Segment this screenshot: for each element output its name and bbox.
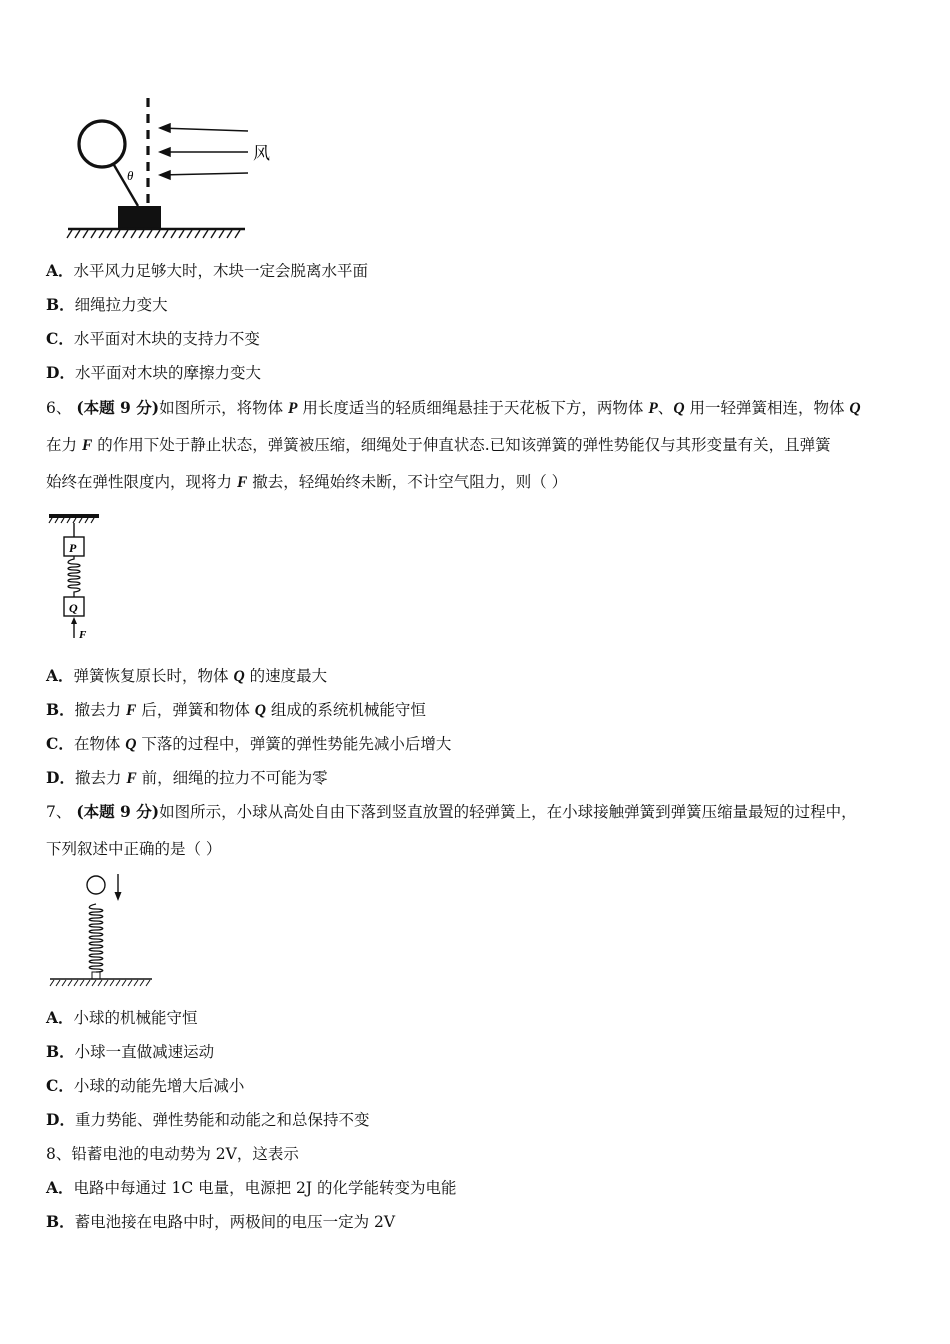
wind-label: 风	[253, 144, 270, 163]
q7-stem-line-2: 下列叙述中正确的是（ ）	[46, 840, 222, 858]
block-p-label: P	[69, 541, 77, 555]
q7-option-c: C．小球的动能先增大后减小	[46, 1076, 245, 1095]
q6-option-a: A．弹簧恢复原长时，物体 Q 的速度最大	[46, 666, 328, 685]
q7-option-d: D．重力势能、弹性势能和动能之和总保持不变	[46, 1110, 370, 1129]
q7-option-a: A．小球的机械能守恒	[46, 1008, 198, 1027]
q5-option-a: A．水平风力足够大时，木块一定会脱离水平面	[46, 261, 369, 280]
wind-balloon-figure	[60, 95, 270, 245]
q6-option-d: D．撤去力 F 前，细绳的拉力不可能为零	[46, 768, 328, 787]
q6-stem-line-3: 始终在弹性限度内，现将力 F 撤去，轻绳始终未断，不计空气阻力，则（ ）	[46, 473, 568, 491]
q5-option-b: B．细绳拉力变大	[46, 295, 168, 314]
q7-stem-line-1: 7、 (本题 9 分)如图所示，小球从高处自由下落到竖直放置的轻弹簧上，在小球接触弹簧到弹簧压缩量最短的过程中，	[46, 802, 857, 821]
q6-stem-line-1: 6、 (本题 9 分)如图所示，将物体 P 用长度适当的轻质细绳悬挂于天花板下方，两物体 P、Q 用一轻弹簧相连，物体 Q	[46, 398, 861, 417]
q8-option-a: A．电路中每通过 1C 电量，电源把 2J 的化学能转变为电能	[46, 1178, 457, 1197]
q6-option-b: B．撤去力 F 后，弹簧和物体 Q 组成的系统机械能守恒	[46, 700, 426, 719]
q5-option-d: D．水平面对木块的摩擦力变大	[46, 363, 261, 382]
q8-option-b: B．蓄电池接在电路中时，两极间的电压一定为 2V	[46, 1212, 396, 1231]
q7-option-b: B．小球一直做减速运动	[46, 1042, 215, 1061]
q8-stem: 8、铅蓄电池的电动势为 2V，这表示	[46, 1145, 299, 1163]
block-q-label: Q	[69, 601, 78, 615]
q6-option-c: C．在物体 Q 下落的过程中，弹簧的弹性势能先减小后增大	[46, 734, 452, 753]
angle-label: θ	[127, 168, 134, 183]
spring-pq-figure	[46, 508, 106, 646]
ball-spring-figure	[46, 868, 162, 992]
force-f-label: F	[79, 629, 87, 641]
q6-stem-line-2: 在力 F 的作用下处于静止状态，弹簧被压缩，细绳处于伸直状态.已知该弹簧的弹性势能仅与其形变量有关，且弹簧	[46, 436, 831, 454]
q5-option-c: C．水平面对木块的支持力不变	[46, 329, 260, 348]
